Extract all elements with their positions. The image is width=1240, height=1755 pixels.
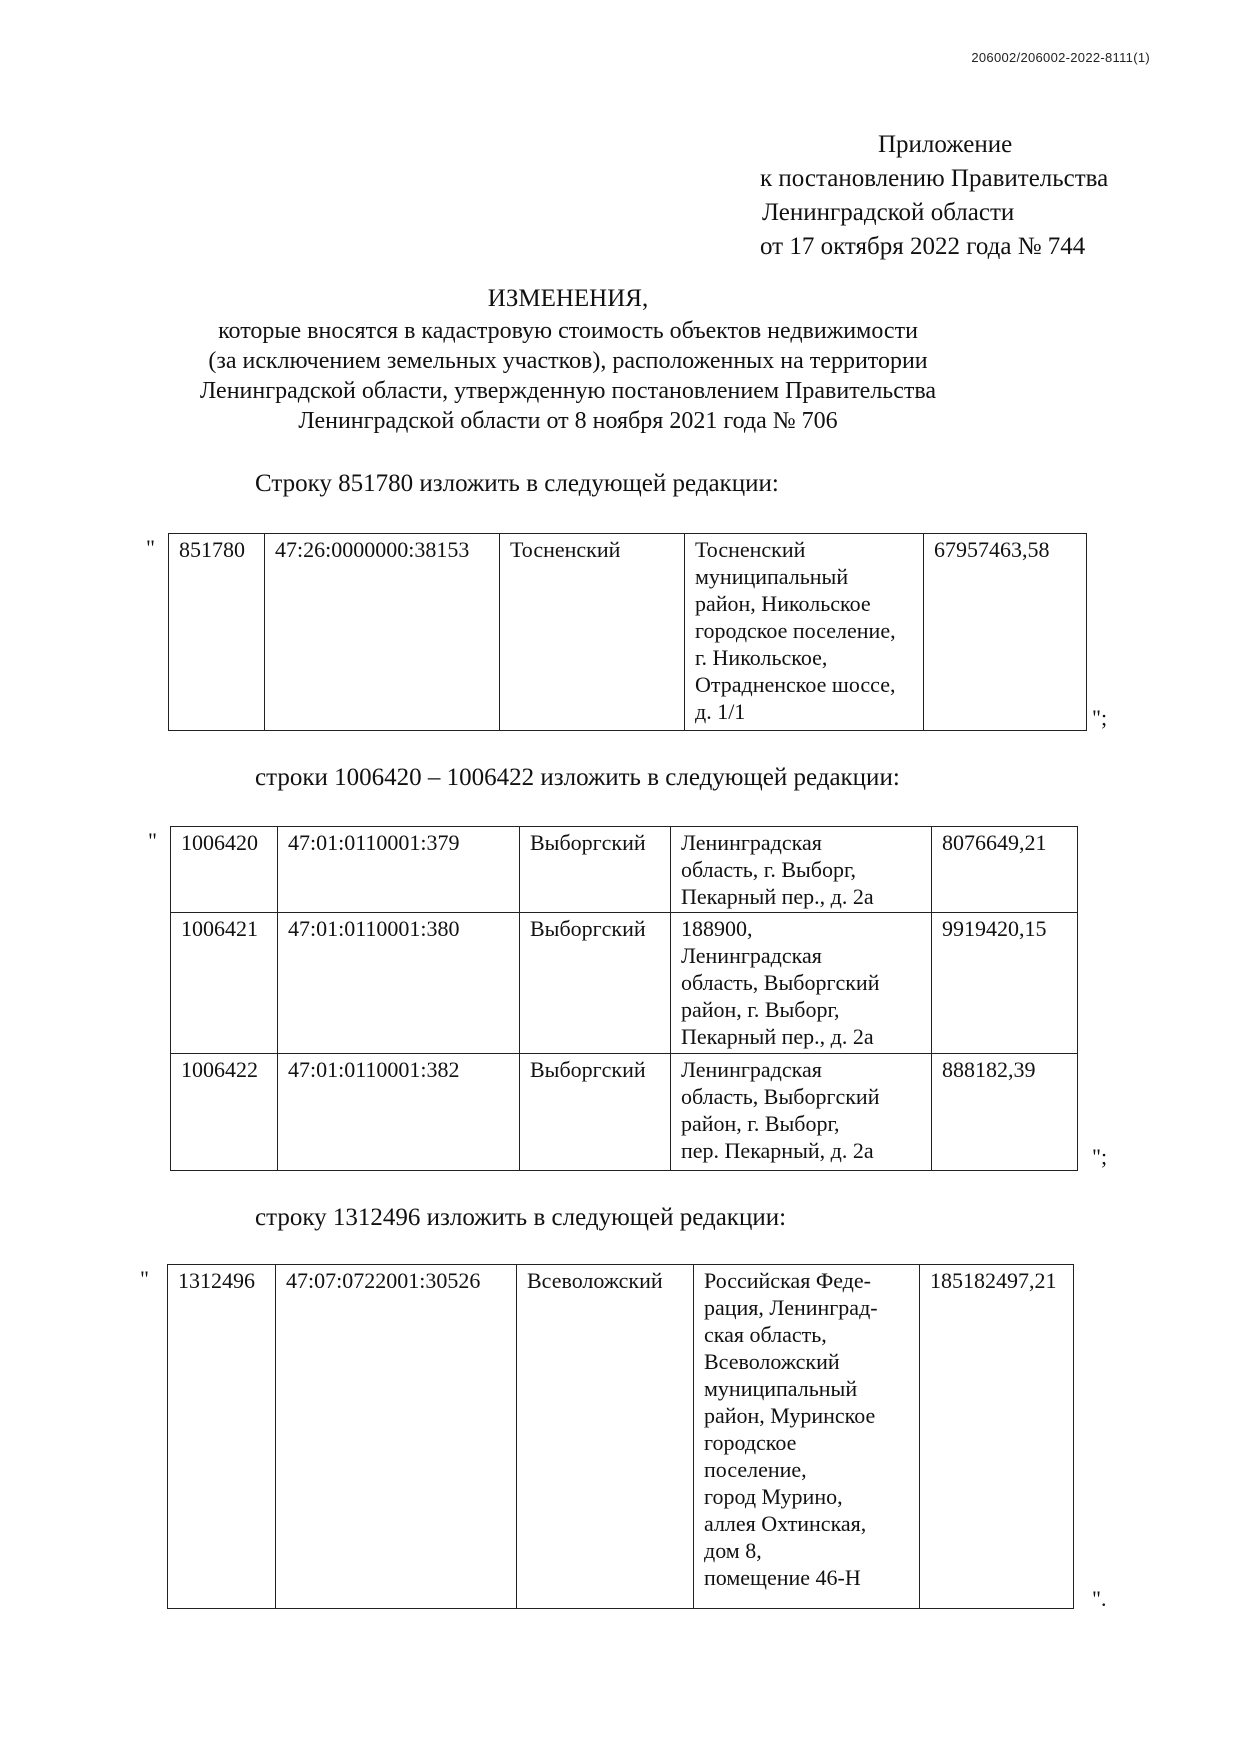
title-line: Ленинградской области, утвержденную постановлением Правительства: [199, 378, 937, 404]
section-intro: строки 1006420 – 1006422 изложить в следующей редакции:: [255, 764, 900, 791]
section-intro: Строку 851780 изложить в следующей редакции:: [255, 470, 779, 497]
appendix-line: Приложение: [878, 131, 1013, 158]
title-line: которые вносятся в кадастровую стоимость объектов недвижимости: [218, 318, 918, 344]
close-quote: ";: [1092, 705, 1108, 730]
cadastral-table: [168, 533, 1087, 731]
row-number: 1312496: [168, 1265, 276, 1609]
cadastral-number: 47:07:0722001:30526: [276, 1265, 517, 1609]
open-quote: ": [148, 828, 157, 853]
open-quote: ": [140, 1266, 149, 1291]
cadastral-number: 47:26:0000000:38153: [265, 534, 500, 731]
document-title: [150, 284, 986, 436]
district: Выборгский: [520, 913, 671, 1054]
row-number: 1006422: [171, 1054, 278, 1171]
table-row: [169, 534, 1087, 731]
open-quote: ": [146, 535, 155, 560]
appendix-header: [760, 128, 1108, 264]
table-row: [171, 913, 1078, 1054]
address: Тосненский муниципальный район, Никольское городское поселение, г. Никольское, Отрадненское шоссе, д. 1/1: [685, 534, 924, 731]
document-id: 206002/206002-2022-8111(1): [971, 50, 1150, 65]
close-quote: ";: [1092, 1144, 1108, 1169]
close-quote: ".: [1092, 1586, 1107, 1611]
cadastral-value: 8076649,21: [932, 827, 1078, 913]
table-row: [171, 827, 1078, 913]
cadastral-number: 47:01:0110001:380: [278, 913, 520, 1054]
title-line: Ленинградской области от 8 ноября 2021 года № 706: [298, 408, 838, 434]
table-row: [171, 1054, 1078, 1171]
appendix-line: к постановлению Правительства: [760, 165, 1109, 192]
district: Тосненский: [500, 534, 685, 731]
address: 188900, Ленинградская область, Выборгский район, г. Выборг, Пекарный пер., д. 2а: [671, 913, 932, 1054]
cadastral-value: 9919420,15: [932, 913, 1078, 1054]
cadastral-number: 47:01:0110001:382: [278, 1054, 520, 1171]
row-number: 1006420: [171, 827, 278, 913]
address: Ленинградская область, г. Выборг, Пекарный пер., д. 2а: [671, 827, 932, 913]
cadastral-number: 47:01:0110001:379: [278, 827, 520, 913]
title-heading: ИЗМЕНЕНИЯ,: [487, 285, 649, 312]
district: Выборгский: [520, 1054, 671, 1171]
table-row: [168, 1265, 1074, 1609]
cadastral-value: 185182497,21: [920, 1265, 1074, 1609]
appendix-line: от 17 октября 2022 года № 744: [760, 233, 1086, 260]
title-line: (за исключением земельных участков), расположенных на территории: [208, 348, 928, 374]
district: Выборгский: [520, 827, 671, 913]
row-number: 1006421: [171, 913, 278, 1054]
cadastral-table: [167, 1264, 1074, 1609]
cadastral-value: 888182,39: [932, 1054, 1078, 1171]
row-number: 851780: [169, 534, 265, 731]
cadastral-table: [170, 826, 1078, 1171]
appendix-line: Ленинградской области: [762, 199, 1015, 226]
address: Российская Феде- рация, Ленинград- ская область, Всеволожский муниципальный район, Муринское городское поселение, город Мурино, аллея Охтинская, дом 8, помещение 46-Н: [694, 1265, 920, 1609]
district: Всеволожский: [517, 1265, 694, 1609]
cadastral-value: 67957463,58: [924, 534, 1087, 731]
address: Ленинградская область, Выборгский район, г. Выборг, пер. Пекарный, д. 2а: [671, 1054, 932, 1171]
section-intro: строку 1312496 изложить в следующей редакции:: [255, 1204, 787, 1231]
